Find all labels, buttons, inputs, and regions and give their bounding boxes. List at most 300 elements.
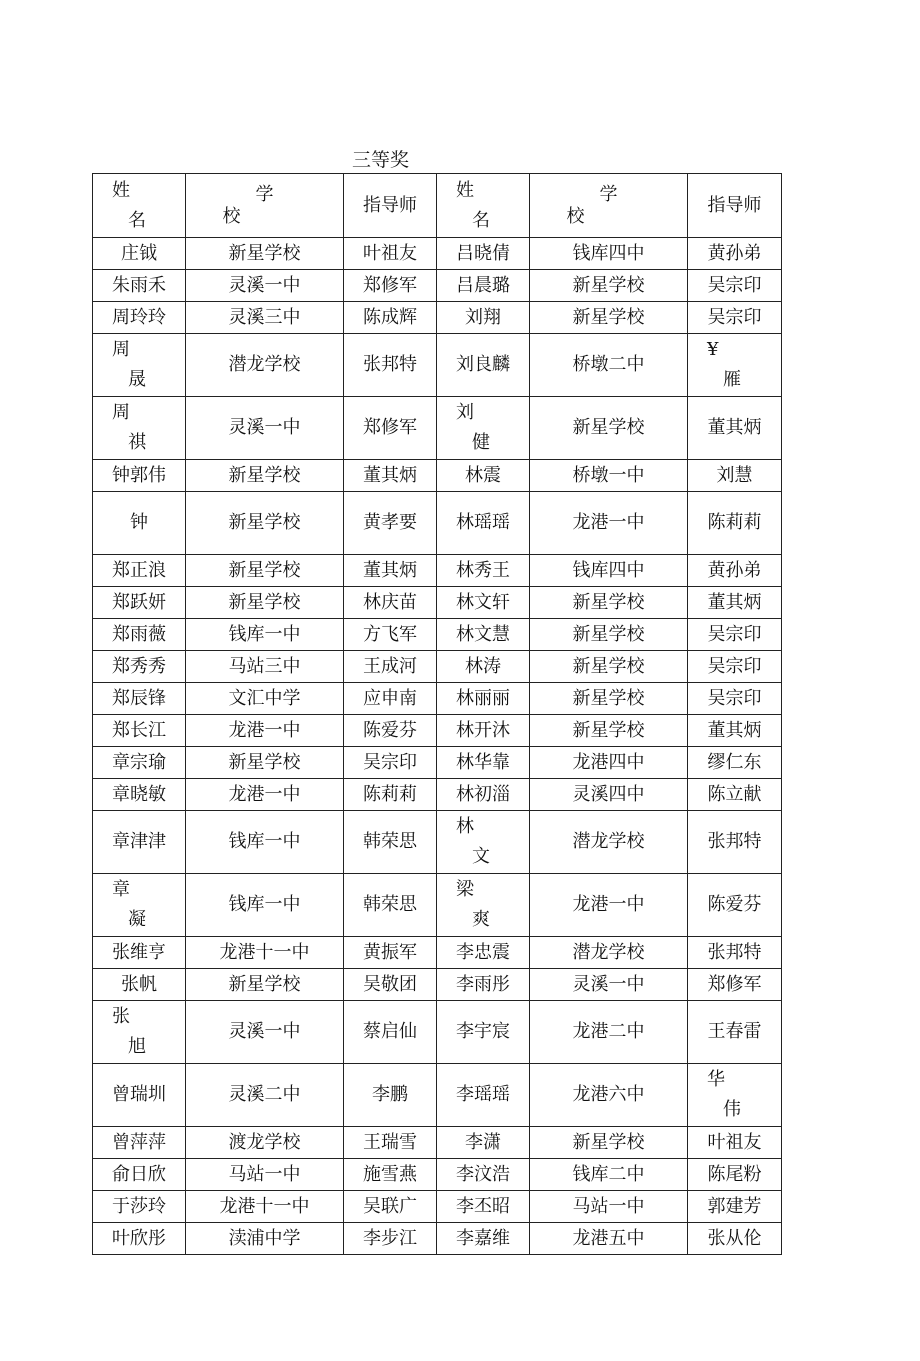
table-cell — [344, 1223, 437, 1255]
cell-text: 钱库四中 — [572, 559, 645, 581]
table-cell — [530, 811, 688, 874]
cell-text: 林瑶瑶 — [456, 512, 510, 533]
cell-text: 新星学校 — [572, 687, 645, 709]
table-row — [93, 969, 782, 1001]
table-row — [93, 555, 782, 587]
table-row — [93, 747, 782, 779]
cell-text: 曾瑞圳 — [112, 1084, 166, 1105]
table-cell — [530, 715, 688, 747]
table-cell — [437, 1223, 530, 1255]
table-cell — [530, 779, 688, 811]
table-cell — [688, 238, 782, 270]
cell-text: 桥墩一中 — [572, 464, 645, 486]
table-cell — [344, 270, 437, 302]
table-cell — [688, 683, 782, 715]
table-cell — [437, 874, 530, 937]
table-cell — [688, 969, 782, 1001]
table-cell — [186, 683, 344, 715]
table-cell — [437, 270, 530, 302]
cell-text: 龙港四中 — [572, 751, 645, 773]
table-cell — [437, 619, 530, 651]
table-cell — [93, 619, 186, 651]
table-cell — [186, 270, 344, 302]
cell-text: 缪仁东 — [707, 751, 762, 773]
cell-text: 新星学校 — [228, 591, 301, 613]
cell-text: 郑跃妍 — [112, 591, 166, 613]
cell-text: 新星学校 — [228, 464, 301, 486]
cell-text: 指导师 — [707, 194, 762, 216]
table-cell — [186, 1001, 344, 1064]
cell-text: 新星学校 — [572, 1131, 645, 1153]
table-row — [93, 937, 782, 969]
table-row — [93, 811, 782, 874]
table-cell — [437, 555, 530, 587]
cell-line: 周 — [112, 339, 130, 360]
cell-text: 叶欣彤 — [112, 1227, 166, 1249]
cell-text: 钱库二中 — [572, 1163, 645, 1185]
cell-text: 黄孝要 — [363, 512, 417, 533]
table-cell — [437, 587, 530, 619]
table-row — [93, 1064, 782, 1127]
cell-text: 郑修军 — [363, 274, 417, 296]
table-cell — [688, 619, 782, 651]
table-cell — [437, 1127, 530, 1159]
table-cell — [93, 334, 186, 397]
table-cell — [530, 969, 688, 1001]
table-cell — [688, 747, 782, 779]
cell-line: 林 — [456, 816, 474, 837]
cell-text: 林文轩 — [456, 591, 510, 613]
section-title: 三等奖 — [352, 149, 410, 171]
cell-text: 陈尾粉 — [707, 1163, 762, 1185]
cell-text: 钟 — [130, 512, 148, 533]
table-cell — [437, 1064, 530, 1127]
table-row — [93, 492, 782, 555]
table-cell — [688, 492, 782, 555]
table-row — [93, 1223, 782, 1255]
cell-text: 张维亨 — [112, 941, 166, 963]
cell-text: 黄振军 — [363, 941, 417, 963]
table-cell — [344, 1064, 437, 1127]
cell-text: 吴宗印 — [707, 306, 762, 328]
cell-text: 韩荣思 — [363, 831, 417, 852]
header-cell — [688, 174, 782, 238]
table-cell — [688, 811, 782, 874]
cell-text: 李宇宸 — [456, 1021, 510, 1042]
cell-text: 郑长江 — [112, 719, 166, 741]
cell-text: 新星学校 — [572, 655, 645, 677]
table-cell — [344, 874, 437, 937]
table-cell — [530, 1001, 688, 1064]
table-cell — [186, 302, 344, 334]
cell-text: 灵溪四中 — [572, 783, 645, 805]
table-cell — [688, 1223, 782, 1255]
table-row — [93, 1159, 782, 1191]
cell-text: 李雨彤 — [456, 973, 510, 995]
table-cell — [530, 587, 688, 619]
table-cell — [93, 779, 186, 811]
header-cell — [530, 174, 688, 238]
cell-text: 吕晓倩 — [456, 242, 510, 264]
cell-text: 郑正浪 — [112, 559, 166, 581]
cell-line: 名 — [128, 209, 146, 231]
cell-text: 学校 — [222, 183, 340, 227]
cell-text: 于莎玲 — [112, 1195, 166, 1217]
table-cell — [93, 1191, 186, 1223]
table-row — [93, 238, 782, 270]
cell-text: 吴联广 — [363, 1195, 417, 1217]
cell-line: 晟 — [128, 369, 146, 390]
table-cell — [93, 969, 186, 1001]
cell-text: 新星学校 — [572, 719, 645, 741]
cell-text: 新星学校 — [228, 751, 301, 773]
cell-text: 灵溪一中 — [228, 1021, 301, 1042]
cell-text: 董其炳 — [363, 559, 417, 581]
cell-text: 潜龙学校 — [228, 354, 301, 375]
cell-text: 林开沐 — [456, 719, 510, 741]
table-cell — [344, 651, 437, 683]
cell-text: 章宗瑜 — [112, 751, 166, 773]
cell-text: 新星学校 — [228, 559, 301, 581]
cell-line: 刘 — [456, 402, 474, 423]
cell-text: 吴敬团 — [363, 973, 417, 995]
cell-text: 龙港二中 — [572, 1021, 645, 1042]
header-cell — [186, 174, 344, 238]
header-row — [93, 174, 782, 238]
cell-text: 林庆苗 — [363, 591, 417, 613]
cell-text: 灵溪二中 — [228, 1084, 301, 1105]
cell-text: 陈莉莉 — [707, 512, 762, 533]
cell-text: 董其炳 — [363, 464, 417, 486]
cell-text: 陈爱芬 — [363, 719, 417, 741]
cell-text: 吴宗印 — [707, 655, 762, 677]
cell-text: 新星学校 — [572, 274, 645, 296]
table-cell — [186, 779, 344, 811]
cell-text: 钱库四中 — [572, 242, 645, 264]
cell-line: 华 — [707, 1069, 725, 1090]
table-cell — [530, 651, 688, 683]
table-cell — [93, 397, 186, 460]
cell-text: 郑雨薇 — [112, 623, 166, 645]
cell-line: 雁 — [723, 369, 741, 390]
cell-text: 新星学校 — [228, 242, 301, 264]
cell-text: 灵溪三中 — [228, 306, 301, 328]
table-cell — [93, 238, 186, 270]
cell-text: 俞日欣 — [112, 1163, 166, 1185]
table-cell — [186, 1127, 344, 1159]
table-cell — [530, 874, 688, 937]
cell-text: 李步江 — [363, 1227, 417, 1249]
table-cell — [437, 747, 530, 779]
cell-text: 吴宗印 — [363, 751, 417, 773]
table-cell — [344, 811, 437, 874]
table-cell — [344, 302, 437, 334]
cell-text: 林涛 — [465, 655, 501, 677]
table-row — [93, 1191, 782, 1223]
header-cell — [437, 174, 530, 238]
table-cell — [437, 302, 530, 334]
cell-text: 曾萍萍 — [112, 1131, 166, 1153]
table-cell — [186, 492, 344, 555]
table-cell — [93, 651, 186, 683]
table-cell — [530, 302, 688, 334]
table-cell — [530, 683, 688, 715]
table-cell — [530, 238, 688, 270]
table-cell — [186, 715, 344, 747]
table-cell — [437, 969, 530, 1001]
table-cell — [344, 334, 437, 397]
cell-text: 陈莉莉 — [363, 783, 417, 805]
cell-text: 龙港十一中 — [219, 1195, 310, 1217]
table-cell — [688, 587, 782, 619]
table-cell — [688, 1064, 782, 1127]
table-cell — [93, 460, 186, 492]
table-cell — [530, 270, 688, 302]
table-cell — [688, 302, 782, 334]
cell-text: 龙港六中 — [572, 1084, 645, 1105]
table-cell — [344, 397, 437, 460]
cell-text: 李丕昭 — [456, 1195, 510, 1217]
table-cell — [530, 747, 688, 779]
cell-line: 姓 — [112, 179, 130, 201]
table-cell — [437, 779, 530, 811]
table-cell — [437, 397, 530, 460]
table-cell — [688, 1159, 782, 1191]
table-cell — [530, 334, 688, 397]
cell-line: 凝 — [128, 909, 146, 930]
table-cell — [344, 715, 437, 747]
table-cell — [437, 651, 530, 683]
table-cell — [186, 811, 344, 874]
cell-text: 周玲玲 — [112, 306, 166, 328]
table-row — [93, 779, 782, 811]
cell-text: 吴宗印 — [707, 274, 762, 296]
table-row — [93, 619, 782, 651]
cell-text: 桥墩二中 — [572, 354, 645, 375]
table-cell — [437, 1191, 530, 1223]
table-cell — [437, 460, 530, 492]
table-cell — [344, 492, 437, 555]
table-row — [93, 651, 782, 683]
cell-text: 新星学校 — [572, 306, 645, 328]
cell-text: 董其炳 — [707, 719, 762, 741]
cell-text: 吴宗印 — [707, 687, 762, 709]
table-row — [93, 334, 782, 397]
table-cell — [530, 460, 688, 492]
table-cell — [186, 1159, 344, 1191]
cell-text: 郑修军 — [363, 417, 417, 438]
cell-text: 陈立献 — [707, 783, 762, 805]
cell-text: 新星学校 — [572, 417, 645, 438]
table-cell — [530, 1159, 688, 1191]
table-cell — [93, 1127, 186, 1159]
table-cell — [93, 811, 186, 874]
cell-line: 梁 — [456, 879, 474, 900]
cell-line: 爽 — [472, 909, 490, 930]
table-cell — [688, 397, 782, 460]
table-cell — [530, 1223, 688, 1255]
cell-text: 庄钺 — [121, 242, 157, 264]
table-cell — [93, 683, 186, 715]
cell-text: 章晓敏 — [112, 783, 166, 805]
cell-text: 董其炳 — [707, 417, 762, 438]
cell-text: 张邦特 — [707, 941, 762, 963]
table-cell — [530, 492, 688, 555]
cell-text: 王成河 — [363, 655, 417, 677]
cell-text: 指导师 — [363, 194, 417, 216]
cell-line: 祺 — [128, 432, 146, 453]
table-cell — [93, 1159, 186, 1191]
table-cell — [530, 555, 688, 587]
table-row — [93, 683, 782, 715]
table-cell — [93, 715, 186, 747]
table-cell — [344, 779, 437, 811]
table-cell — [186, 651, 344, 683]
cell-text: 陈爱芬 — [707, 894, 762, 915]
cell-text: 张邦特 — [707, 831, 762, 852]
cell-text: 陈成辉 — [363, 306, 417, 328]
table-cell — [344, 587, 437, 619]
table-row — [93, 587, 782, 619]
table-cell — [688, 270, 782, 302]
cell-text: 李嘉维 — [456, 1227, 510, 1249]
cell-text: 蔡启仙 — [363, 1021, 417, 1042]
table-cell — [688, 555, 782, 587]
table-row — [93, 270, 782, 302]
cell-text: 王瑞雪 — [363, 1131, 417, 1153]
table-cell — [93, 1223, 186, 1255]
cell-text: 李潇 — [465, 1131, 501, 1153]
table-cell — [186, 619, 344, 651]
header-cell — [344, 174, 437, 238]
cell-text: 林震 — [465, 464, 501, 486]
cell-text: 潜龙学校 — [572, 831, 645, 852]
cell-text: 渡龙学校 — [228, 1131, 301, 1153]
table-cell — [186, 460, 344, 492]
cell-text: 刘良麟 — [456, 354, 510, 375]
table-cell — [186, 1191, 344, 1223]
cell-text: 龙港一中 — [228, 783, 301, 805]
table-cell — [93, 1001, 186, 1064]
table-cell — [186, 969, 344, 1001]
table-cell — [688, 1191, 782, 1223]
cell-text: 刘翔 — [465, 306, 501, 328]
table-cell — [437, 1159, 530, 1191]
table-cell — [530, 619, 688, 651]
table-cell — [688, 715, 782, 747]
cell-text: 龙港一中 — [572, 512, 645, 533]
table-row — [93, 1127, 782, 1159]
cell-text: 李忠震 — [456, 941, 510, 963]
header-cell — [93, 174, 186, 238]
table-cell — [344, 747, 437, 779]
cell-text: 方飞军 — [363, 623, 417, 645]
table-cell — [186, 555, 344, 587]
cell-text: 叶祖友 — [707, 1131, 762, 1153]
table-cell — [93, 937, 186, 969]
table-cell — [437, 683, 530, 715]
cell-line: 张 — [112, 1006, 130, 1027]
cell-text: 吴宗印 — [707, 623, 762, 645]
table-cell — [344, 1127, 437, 1159]
table-cell — [688, 937, 782, 969]
table-cell — [186, 1223, 344, 1255]
table-cell — [688, 779, 782, 811]
table-row — [93, 715, 782, 747]
cell-text: 韩荣思 — [363, 894, 417, 915]
table-cell — [437, 811, 530, 874]
cell-line: 章 — [112, 879, 130, 900]
cell-text: 潜龙学校 — [572, 941, 645, 963]
cell-text: 郑修军 — [707, 973, 762, 995]
table-cell — [93, 1064, 186, 1127]
cell-text: 黄孙弟 — [707, 242, 762, 264]
cell-text: 应申南 — [363, 687, 417, 709]
table-cell — [530, 1191, 688, 1223]
table-cell — [688, 1001, 782, 1064]
cell-text: 张邦特 — [363, 354, 417, 375]
cell-text: 钱库一中 — [228, 894, 301, 915]
table-cell — [688, 874, 782, 937]
cell-text: 新星学校 — [228, 973, 301, 995]
table-cell — [344, 683, 437, 715]
cell-text: 林秀王 — [456, 559, 510, 581]
table-cell — [186, 334, 344, 397]
cell-text: 新星学校 — [228, 512, 301, 533]
cell-text: 灵溪一中 — [572, 973, 645, 995]
table-cell — [530, 937, 688, 969]
table-row — [93, 874, 782, 937]
cell-text: 李汶浩 — [456, 1163, 510, 1185]
cell-text: 张从伦 — [707, 1227, 762, 1249]
table-cell — [688, 334, 782, 397]
cell-text: 林初淄 — [456, 783, 510, 805]
cell-text: 钱库一中 — [228, 623, 301, 645]
cell-text: 文汇中学 — [228, 687, 301, 709]
table-cell — [93, 492, 186, 555]
table-cell — [688, 460, 782, 492]
cell-line: 周 — [112, 402, 130, 423]
table-cell — [93, 874, 186, 937]
table-cell — [93, 747, 186, 779]
table-cell — [437, 937, 530, 969]
cell-text: 王春雷 — [707, 1021, 762, 1042]
table-row — [93, 1001, 782, 1064]
cell-text: 张帆 — [121, 973, 157, 995]
table-cell — [344, 969, 437, 1001]
table-cell — [344, 555, 437, 587]
cell-text: 马站一中 — [228, 1163, 301, 1185]
table-cell — [530, 1127, 688, 1159]
table-cell — [186, 874, 344, 937]
cell-text: 李鹏 — [372, 1084, 408, 1105]
table-cell — [186, 397, 344, 460]
table-cell — [688, 1127, 782, 1159]
cell-line: 名 — [472, 209, 490, 231]
table-cell — [93, 555, 186, 587]
cell-text: 新星学校 — [572, 623, 645, 645]
cell-line: 旭 — [128, 1036, 146, 1057]
cell-text: 马站一中 — [572, 1195, 645, 1217]
cell-text: 学校 — [566, 183, 684, 227]
cell-text: 龙港一中 — [572, 894, 645, 915]
table-row — [93, 397, 782, 460]
table-row — [93, 460, 782, 492]
cell-text: 郭建芳 — [707, 1195, 762, 1217]
table-cell — [437, 238, 530, 270]
table-row — [93, 302, 782, 334]
cell-text: 郑辰锋 — [112, 687, 166, 709]
